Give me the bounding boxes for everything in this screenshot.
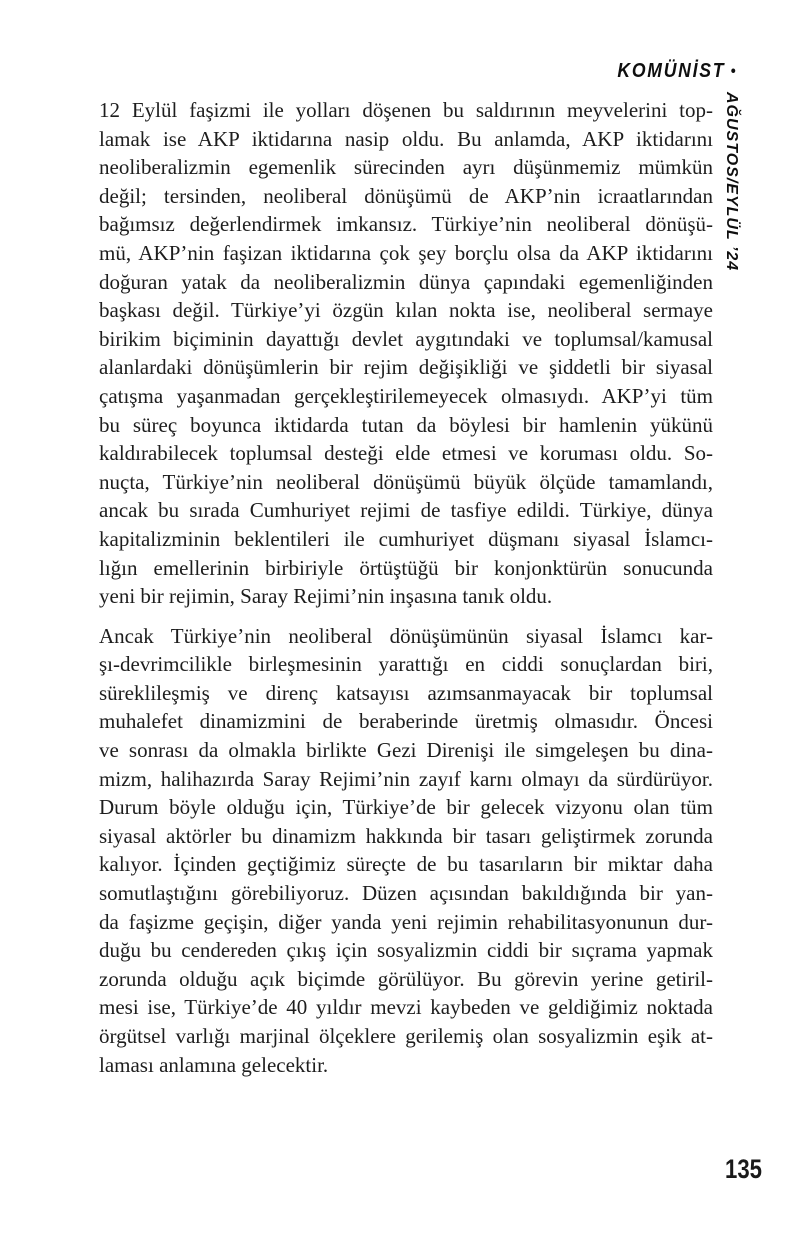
text-line: başkası değil. Türkiye’yi özgün kılan nokta ise, neoliberal sermaye	[99, 298, 713, 323]
paragraph	[99, 96, 713, 611]
text-line: neoliberalizmin egemenlik sürecinden ayrı düşünmemiz mümkün	[99, 155, 713, 180]
text-line: Durum böyle olduğu için, Türkiye’de bir gelecek vizyonu olan tüm	[99, 795, 713, 820]
text-line: muhalefet dinamizmini de beraberinde üretmiş olmasıdır. Öncesi	[99, 709, 713, 734]
text-line: 12 Eylül faşizmi ile yolları döşenen bu saldırının meyvelerini top-	[99, 98, 713, 122]
text-line: bu süreç boyunca iktidarda tutan da böylesi bir hamlenin yükünü	[99, 412, 713, 437]
text-line: duğu bu cendereden çıkış için sosyalizmin ciddi bir sıçrama yapmak	[99, 938, 713, 963]
text-line: zorunda olduğu açık biçimde görülüyor. Bu görevin yerine getiril-	[99, 966, 713, 991]
paragraph	[99, 622, 713, 1080]
text-line: lamak ise AKP iktidarına nasip oldu. Bu anlamda, AKP iktidarını	[99, 126, 713, 151]
text-line: ve sonrası da olmakla birlikte Gezi Direnişi ile simgeleşen bu dina-	[99, 738, 713, 763]
text-line: süreklileşmiş ve direnç katsayısı azımsanmayacak bir toplumsal	[99, 680, 713, 705]
text-line: çatışma yaşanmadan gerçekleştirilemeyecek olmasıydı. AKP’yi tüm	[99, 383, 713, 408]
text-line: Ancak Türkiye’nin neoliberal dönüşümünün siyasal İslamcı kar-	[99, 623, 713, 648]
text-line: somutlaştığını görebiliyoruz. Düzen açısından bakıldığında bir yan-	[99, 881, 713, 906]
text-line: lığın emellerinin birbiriyle örtüştüğü bir konjonktürün sonucunda	[99, 555, 713, 580]
text-line: mizm, halihazırda Saray Rejimi’nin zayıf karnı olmayı da sürdürüyor.	[99, 766, 713, 791]
text-line: örgütsel varlığı marjinal ölçeklere gerilemiş olan sosyalizmin eşik at-	[99, 1024, 713, 1048]
text-line: şı-devrimcilikle birleşmesinin yarattığı en ciddi sonuçlardan biri,	[99, 652, 713, 677]
masthead-bullet-icon: •	[730, 63, 737, 80]
text-line: bağımsız değerlendirmek imkansız. Türkiye’nin neoliberal dönüşü-	[99, 212, 713, 237]
journal-title: KOMÜNİST	[617, 60, 726, 82]
text-line: mü, AKP’nin faşizan iktidarına çok şey borçlu olsa da AKP iktidarını	[99, 240, 713, 265]
text-line: değil; tersinden, neoliberal dönüşümü de AKP’nin icraatlarından	[99, 183, 713, 208]
text-line: kapitalizminin beklentileri ile cumhuriyet düşmanı siyasal İslamcı-	[99, 526, 713, 551]
text-line: ancak bu sırada Cumhuriyet rejimi de tasfiye edildi. Türkiye, dünya	[99, 498, 713, 523]
text-line: siyasal aktörler bu dinamizm hakkında bir tasarı geliştirmek zorunda	[99, 823, 713, 848]
text-line: nuçta, Türkiye’nin neoliberal dönüşümü büyük ölçüde tamamlandı,	[99, 469, 713, 494]
text-line: doğuran yatak da neoliberalizmin dünya çapındaki egemenliğinden	[99, 269, 713, 294]
text-line: kalıyor. İçinden geçtiğimiz süreçte de bu tasarıların bir miktar daha	[99, 852, 713, 877]
text-line: mesi ise, Türkiye’de 40 yıldır mevzi kaybeden ve geldiğimiz noktada	[99, 995, 713, 1020]
text-line: laması anlamına gelecektir.	[99, 1052, 329, 1077]
issue-date-vertical: AĞUSTOS/EYLÜL ’24	[723, 92, 740, 272]
text-line: alanlardaki dönüşümlerin bir rejim değişikliği ve şiddetli bir siyasal	[99, 355, 713, 380]
text-line: birikim biçiminin dayattığı devlet aygıtındaki ve toplumsal/kamusal	[99, 326, 713, 351]
masthead	[617, 60, 737, 83]
text-line: yeni bir rejimin, Saray Rejimi’nin inşasına tanık oldu.	[99, 584, 553, 609]
body-text	[99, 96, 713, 1079]
text-line: kaldırabilecek toplumsal desteği elde etmesi ve koruması oldu. So-	[99, 441, 713, 466]
page-number: 135	[725, 1154, 762, 1184]
text-line: da faşizme geçişin, diğer yanda yeni rejimin rehabilitasyonunun dur-	[99, 909, 713, 934]
